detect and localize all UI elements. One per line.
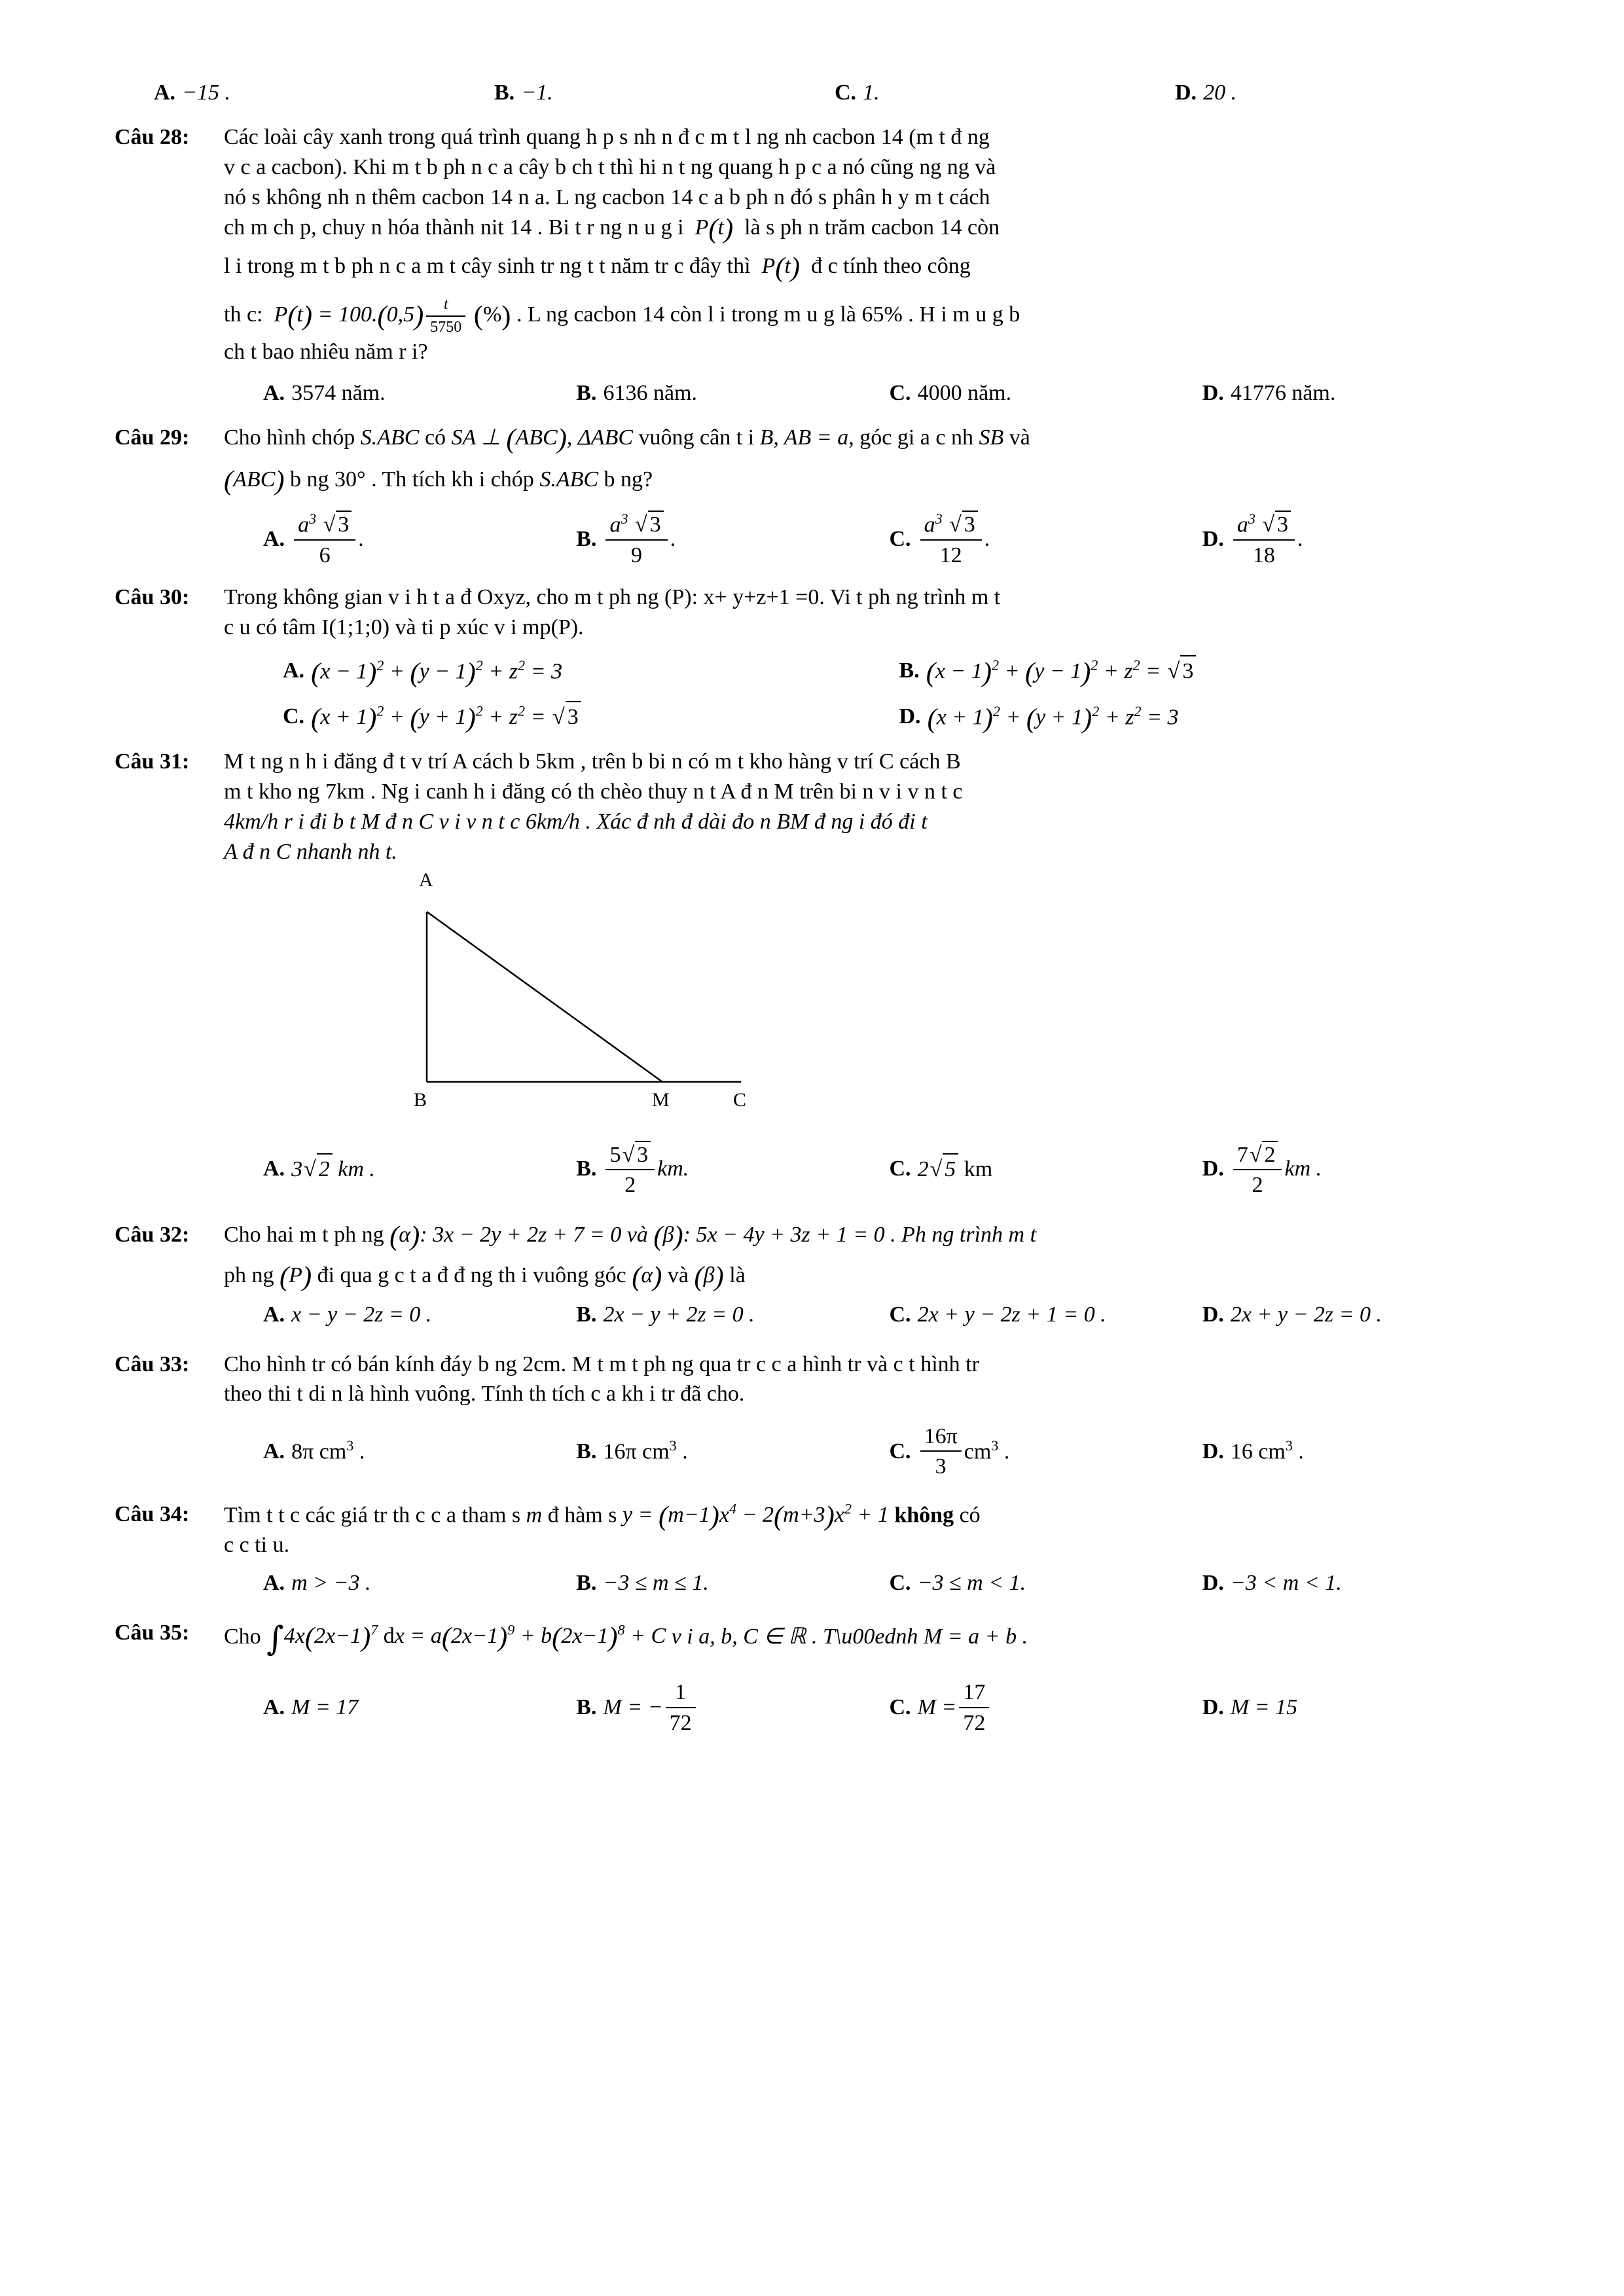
option-c[interactable]	[890, 1568, 1202, 1598]
option-unit: km.	[657, 1157, 689, 1181]
options-28	[224, 378, 1515, 408]
option-value: 1.	[863, 81, 880, 105]
option-value: 4000 năm.	[917, 381, 1012, 406]
option-letter: A.	[263, 1570, 285, 1595]
option-trailing: .	[670, 526, 676, 551]
math-sabc: S.ABC	[360, 425, 420, 450]
question-text-line	[224, 423, 1515, 453]
option-value: $(x + 1)^2 + (y + 1)^2 + z^2$ = √ 3	[311, 701, 581, 732]
question-body	[224, 1499, 1515, 1598]
math-abc-plane: (ABC)	[224, 465, 285, 497]
text-fragment: Cho	[224, 1624, 261, 1649]
text-fragment: và	[1009, 425, 1030, 450]
math-alpha: (α)	[389, 1221, 420, 1252]
option-d[interactable]	[1202, 1300, 1515, 1330]
math-alpha: (α)	[632, 1261, 662, 1292]
question-text-line: A đ n C nhanh nh t.	[224, 839, 397, 864]
math-beta: (β)	[653, 1221, 683, 1252]
question-text-line: c c ti u.	[224, 1532, 290, 1557]
question-text-line: c u có tâm I(1;1;0) và ti p xúc v i mp(P).	[224, 615, 584, 639]
option-trailing: .	[358, 526, 364, 551]
option-a[interactable]	[263, 1424, 576, 1479]
option-value: −3 ≤ m < 1.	[917, 1570, 1026, 1595]
option-value: x − y − 2z = 0 .	[291, 1302, 432, 1327]
option-value: 2x + y − 2z = 0 .	[1230, 1302, 1382, 1327]
options-32	[224, 1300, 1515, 1330]
option-a[interactable]	[263, 378, 576, 408]
question-label: Câu 34:	[115, 1501, 190, 1526]
option-letter: A.	[263, 526, 285, 551]
formula-percent: (%)	[473, 300, 511, 332]
options-30-row2	[224, 701, 1515, 732]
option-letter: C.	[889, 1570, 911, 1595]
math-beta: (β)	[694, 1261, 724, 1292]
text-fragment: : 5x − 4y + 3z + 1 = 0 . Ph ng trình m t	[683, 1222, 1037, 1247]
fraction-denominator: 12	[939, 543, 962, 567]
option-letter: B.	[576, 1157, 597, 1181]
math-integral: $\int 4x(2x-1)^7$ dx =	[266, 1620, 425, 1659]
option-letter: C.	[889, 1439, 911, 1464]
option-letter: B.	[576, 1570, 597, 1595]
question-body	[224, 423, 1515, 567]
text-fragment: ph ng	[224, 1263, 274, 1287]
option-letter: B.	[899, 658, 920, 683]
option-a[interactable]	[263, 1679, 576, 1735]
option-letter: D.	[1202, 526, 1224, 551]
option-b[interactable]	[576, 378, 889, 408]
question-text-line: ch t bao nhiêu năm r i?	[224, 339, 428, 364]
question-33	[115, 1350, 1515, 1480]
option-a[interactable]	[263, 1568, 576, 1598]
option-c[interactable]	[890, 1141, 1202, 1198]
option-d[interactable]	[1202, 378, 1515, 408]
option-d[interactable]	[1202, 1568, 1515, 1598]
question-label: Câu 32:	[115, 1222, 190, 1247]
question-text-fragment: l i trong m t b ph n c a m t cây sinh tr ng t t năm tr c đây thì	[224, 254, 751, 279]
option-letter: B.	[494, 81, 515, 105]
option-trailing: .	[984, 526, 990, 551]
question-text-line: Các loài cây xanh trong quá trình quang h p s nh n đ c m t l ng nh cacbon 14 (m t đ ng	[224, 124, 990, 149]
math-m: m	[526, 1502, 543, 1527]
option-letter: D.	[1202, 1157, 1224, 1181]
option-value: M = 15	[1230, 1695, 1298, 1720]
math-b-ab-a: B, AB = a	[759, 425, 849, 450]
question-body	[224, 1220, 1515, 1330]
math-sa-perp: SA ⊥ (ABC)	[451, 423, 567, 455]
question-text-line	[224, 213, 1515, 243]
option-d[interactable]	[1202, 511, 1515, 568]
option-fraction: $\frac{a^3 √ 3}{6}$	[294, 511, 355, 568]
fraction-denominator: 9	[631, 543, 643, 567]
question-29	[115, 423, 1515, 567]
option-b[interactable]	[576, 1424, 889, 1479]
question-text-fragment: ch m ch p, chuy n hóa thành nit 14 . Bi t r ng n u g i	[224, 215, 684, 240]
text-fragment: Cho hình chóp	[224, 425, 355, 450]
option-letter: C.	[889, 1157, 911, 1181]
option-value: −3 < m < 1.	[1230, 1570, 1342, 1595]
question-text-line	[224, 1220, 1515, 1250]
document-content	[115, 69, 1515, 1736]
question-label: Câu 33:	[115, 1352, 190, 1376]
option-value: 6136 năm.	[603, 381, 697, 406]
question-text-line: nó s không nh n thêm cacbon 14 n a. L ng cacbon 14 c a b ph n đó s phân h y m t cách	[224, 185, 990, 209]
vertex-label-a: A	[419, 869, 433, 891]
options-31	[224, 1141, 1515, 1198]
option-b[interactable]	[576, 1141, 889, 1198]
option-b[interactable]	[494, 78, 835, 108]
question-body	[224, 1350, 1515, 1480]
question-35	[115, 1618, 1515, 1736]
option-letter: D.	[1175, 81, 1197, 105]
option-value: 16 $cm^3$ .	[1230, 1437, 1304, 1464]
question-31	[115, 747, 1515, 1198]
options-35	[224, 1679, 1515, 1735]
text-fragment: đ hàm s	[547, 1502, 617, 1527]
option-value: −1.	[521, 81, 553, 105]
question-text-fragment: là s ph n trăm cacbon 14 còn	[744, 215, 1000, 240]
option-letter: B.	[576, 381, 597, 406]
question-text-line	[224, 1261, 1515, 1291]
question-body	[224, 1618, 1515, 1736]
formula-suffix: . L ng cacbon 14 còn l i trong m u g là 65% . H i m u g b	[516, 302, 1020, 327]
question-label: Câu 28:	[115, 124, 190, 149]
fraction-denominator: 6	[319, 543, 331, 567]
option-b[interactable]	[576, 511, 889, 568]
question-text-line	[224, 1499, 1515, 1530]
option-letter: A.	[154, 81, 176, 105]
option-c[interactable]	[890, 378, 1202, 408]
option-unit: $cm^3$ .	[964, 1437, 1010, 1464]
text-fragment: Cho hai m t ph ng	[224, 1222, 384, 1247]
option-c[interactable]	[890, 1424, 1202, 1479]
text-fragment: đi qua g c t a đ đ ng th i vuông góc	[317, 1263, 626, 1287]
options-33	[224, 1424, 1515, 1479]
inline-math-pt: P(t)	[689, 213, 734, 244]
question-text-line: Cho hình tr có bán kính đáy b ng 2cm. M t m t ph ng qua tr c c a hình tr và c t hình tr	[224, 1352, 979, 1376]
question-text-line	[224, 465, 1515, 495]
option-c[interactable]	[890, 511, 1202, 568]
question-body	[224, 583, 1515, 733]
option-letter: B.	[576, 1695, 597, 1720]
option-value: m > −3 .	[291, 1570, 371, 1595]
vertex-label-b: B	[414, 1088, 427, 1111]
option-a[interactable]	[263, 1300, 576, 1330]
question-label: Câu 35:	[115, 1620, 190, 1645]
option-letter: D.	[1202, 1439, 1224, 1464]
question-28	[115, 122, 1515, 408]
math-sabc: S.ABC	[539, 467, 599, 492]
option-trailing: .	[1297, 526, 1303, 551]
text-fragment: v i a, b, C ∈ ℝ . T\u00ednh M = a + b .	[671, 1624, 1028, 1649]
option-c[interactable]	[283, 701, 899, 732]
option-value: $(x + 1)^2 + (y + 1)^2 + z^2 = 3$	[927, 702, 1179, 734]
option-b[interactable]	[576, 1568, 889, 1598]
question-label: Câu 29:	[115, 425, 190, 450]
question-body	[224, 747, 1515, 1198]
option-letter: C.	[835, 81, 857, 105]
math-p-plane: (P)	[280, 1261, 312, 1292]
option-value: 2√ 5 km	[918, 1153, 993, 1185]
option-d[interactable]	[1202, 1679, 1515, 1735]
text-fragment: có	[959, 1502, 981, 1527]
text-fragment: , góc gi a c nh	[848, 425, 973, 450]
option-letter: C.	[889, 1302, 911, 1327]
vertex-label-c: C	[733, 1088, 747, 1111]
question-text-line: m t kho ng 7km . Ng i canh h i đăng có th chèo thuy n t A đ n M trên bi n v i v n t c	[224, 780, 963, 804]
option-letter: A.	[263, 1157, 285, 1181]
option-letter: B.	[576, 1439, 597, 1464]
question-text-fragment: đ c tính theo công	[811, 254, 971, 279]
option-fraction: $\frac{a^3 √ 3}{9}$	[605, 511, 667, 568]
text-fragment: vuông cân t i	[638, 425, 755, 450]
option-value: 3574 năm.	[291, 381, 386, 406]
option-fraction: $\frac{16\pi}{3}$	[920, 1424, 962, 1479]
option-c[interactable]	[890, 1300, 1202, 1330]
option-fraction: $\frac{17}{72}$	[959, 1679, 989, 1735]
question-text-line	[224, 1618, 1515, 1663]
option-letter: A.	[263, 381, 285, 406]
option-b[interactable]	[899, 655, 1516, 687]
options-30-row1	[224, 655, 1515, 687]
option-letter: D.	[1202, 1570, 1224, 1595]
option-letter: C.	[889, 381, 911, 406]
math-function: $y = (m-1)x^4 - 2(m+3)x^2 + 1$	[623, 1500, 889, 1532]
option-a[interactable]	[154, 78, 494, 108]
option-value: −15 .	[182, 81, 231, 105]
question-text-line	[224, 251, 1515, 281]
triangle-figure-svg	[388, 886, 793, 1108]
option-fraction: $\frac{a^3 √ 3}{12}$	[920, 511, 982, 568]
option-letter: B.	[576, 526, 597, 551]
option-fraction: $\frac{a^3 √ 3}{18}$	[1233, 511, 1295, 568]
question-30	[115, 583, 1515, 733]
options-29	[224, 511, 1515, 568]
question-text-line: 4km/h r i đi b t M đ n C v i v n t c 6km/h . Xác đ nh đ dài đo n BM đ ng i đó đi t	[224, 809, 928, 834]
question-32	[115, 1220, 1515, 1330]
text-fragment: b ng?	[604, 467, 653, 492]
math-antiderivative: $a(2x-1)^9 + b(2x-1)^8 + C$	[430, 1622, 666, 1653]
formula-line	[224, 296, 1515, 336]
option-unit: km .	[1284, 1157, 1322, 1181]
question-text-line: theo thi t di n là hình vuông. Tính th tích c a kh i tr đã cho.	[224, 1382, 745, 1407]
option-d[interactable]	[1202, 1424, 1515, 1479]
option-value: 8π $cm^3$ .	[291, 1437, 365, 1464]
option-letter: A.	[283, 658, 305, 683]
top-options-row	[115, 78, 1515, 108]
options-34	[224, 1568, 1515, 1598]
option-value: M = 17	[291, 1695, 359, 1720]
triangle-figure	[388, 869, 793, 1121]
math-triangle-abc: ΔABC	[577, 425, 634, 450]
option-value: 3√ 2 km .	[291, 1153, 375, 1185]
option-letter: A.	[263, 1695, 285, 1720]
option-letter: A.	[263, 1302, 285, 1327]
formula-exponent: $\frac{t}{5750}$	[426, 296, 465, 336]
inline-math-pt: P(t)	[756, 252, 801, 283]
formula-pt: P(t) = 100.(0,5)	[268, 300, 424, 332]
option-value: $(x - 1)^2 + (y - 1)^2 + z^2 = 3$	[311, 656, 563, 689]
option-value: M = −	[603, 1695, 663, 1720]
question-label: Câu 30:	[115, 584, 190, 609]
text-fragment: ,	[566, 425, 573, 450]
question-body	[224, 122, 1515, 408]
option-letter: D.	[1202, 1302, 1224, 1327]
question-text-line: v c a cacbon). Khi m t b ph n c a cây b ch t thì hi n t ng quang h p c a nó cũng ng ng và	[224, 154, 996, 179]
option-c[interactable]	[835, 78, 1175, 108]
option-letter: C.	[283, 704, 305, 729]
option-c[interactable]	[890, 1679, 1202, 1735]
question-label: Câu 31:	[115, 749, 190, 774]
question-34	[115, 1499, 1515, 1598]
option-value: −3 ≤ m ≤ 1.	[603, 1570, 709, 1595]
text-fragment: có	[424, 425, 446, 450]
math-sb: SB	[979, 425, 1004, 450]
option-value: 41776 năm.	[1230, 381, 1336, 406]
fraction-denominator: 18	[1252, 543, 1275, 567]
option-fraction: $\frac{7√ 2}{2}$	[1233, 1141, 1282, 1198]
text-fragment: là	[729, 1263, 746, 1287]
option-value: $(x - 1)^2 + (y - 1)^2 + z^2$ = √ 3	[926, 655, 1197, 687]
option-fraction: $\frac{1}{72}$	[666, 1679, 696, 1735]
option-value: 16π $cm^3$ .	[603, 1437, 688, 1464]
vertex-label-m: M	[652, 1088, 670, 1111]
formula-prefix: th c:	[224, 302, 263, 327]
option-fraction: $\frac{5√ 3}{2}$	[605, 1141, 655, 1198]
option-letter: B.	[576, 1302, 597, 1327]
text-fragment: b ng 30° . Th tích kh i chóp	[290, 467, 534, 492]
option-b[interactable]	[576, 1679, 889, 1735]
question-text-line: M t ng n h i đăng đ t v trí A cách b 5km , trên b bi n có m t kho hàng v trí C cách B	[224, 749, 961, 774]
option-letter: A.	[263, 1439, 285, 1464]
option-d[interactable]	[1175, 78, 1515, 108]
option-letter: D.	[1202, 1695, 1224, 1720]
option-d[interactable]	[899, 701, 1516, 732]
option-letter: C.	[889, 526, 911, 551]
text-fragment: Tìm t t c các giá tr th c c a tham s	[224, 1502, 521, 1527]
option-value: M =	[917, 1695, 957, 1720]
option-letter: C.	[889, 1695, 911, 1720]
option-b[interactable]	[576, 1300, 889, 1330]
text-fragment: và	[667, 1263, 689, 1287]
option-d[interactable]	[1202, 1141, 1515, 1198]
text-fragment: : 3x − 2y + 2z + 7 = 0 và	[420, 1222, 648, 1247]
option-value: 2x − y + 2z = 0 .	[603, 1302, 755, 1327]
option-a[interactable]	[283, 655, 899, 687]
question-text-line: Trong không gian v i h t a đ Oxyz, cho m t ph ng (P): x+ y+z+1 =0. Vi t ph ng trình m t	[224, 584, 1001, 609]
option-letter: D.	[899, 704, 921, 729]
option-a[interactable]	[263, 511, 576, 568]
text-emphasis: không	[894, 1502, 954, 1527]
option-value: 2x + y − 2z + 1 = 0 .	[917, 1302, 1106, 1327]
option-value: 20 .	[1203, 81, 1237, 105]
option-letter: D.	[1202, 381, 1224, 406]
option-a[interactable]	[263, 1141, 576, 1198]
